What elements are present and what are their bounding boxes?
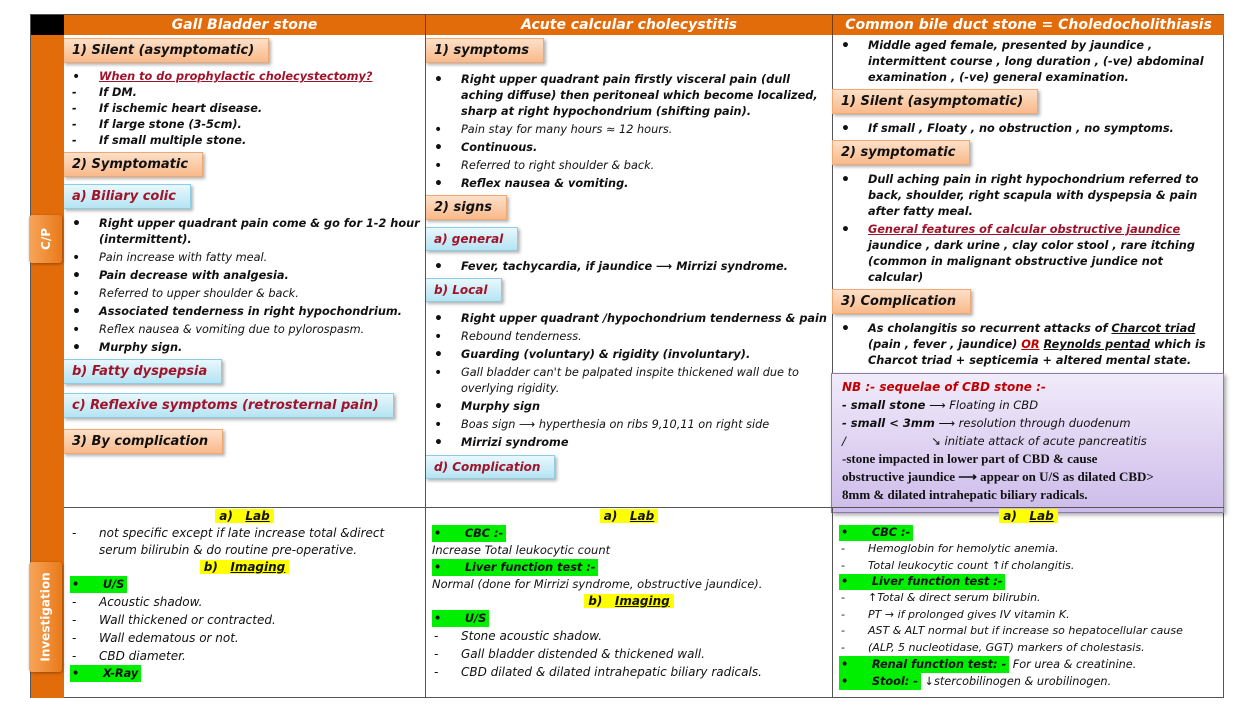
section-heading: 2) symptomatic bbox=[832, 140, 970, 165]
renal-highlight: • Renal function test: - bbox=[839, 656, 1009, 673]
section-heading: 3) By complication bbox=[64, 429, 223, 454]
list-item: - Gall bladder distended & thickened wall. bbox=[432, 645, 828, 663]
list-item: - If DM. bbox=[70, 85, 421, 101]
list-item bbox=[839, 321, 1220, 369]
lab-label: Lab bbox=[1029, 509, 1054, 523]
subsection-heading: a) general bbox=[426, 227, 518, 251]
section-heading: 1) Silent (asymptomatic) bbox=[64, 38, 269, 63]
list-item: • Murphy sign. bbox=[70, 340, 421, 356]
lab-num: a) bbox=[219, 509, 233, 523]
list-item: • Guarding (voluntary) & rigidity (involuntary). bbox=[432, 347, 828, 363]
row-label-bar bbox=[31, 35, 64, 698]
lab-heading bbox=[833, 508, 1224, 525]
list-item: • Gall bladder can't be palpated inspite thickened wall due to overlying rigidity. bbox=[432, 365, 828, 397]
nb-sequelae-box bbox=[831, 373, 1224, 513]
cbc-heading bbox=[833, 525, 1224, 541]
jaundice-features-line: jaundice , dark urine , clay color stool , rare itching bbox=[868, 239, 1195, 252]
list-item bbox=[839, 222, 1220, 286]
list-item: • Referred to upper shoulder & back. bbox=[70, 286, 421, 302]
row-label-investigation bbox=[29, 562, 62, 672]
complication-list bbox=[833, 321, 1224, 369]
arrow-down-right-icon: ↘ bbox=[931, 434, 941, 448]
cbc-label: CBC :- bbox=[464, 527, 504, 540]
prophylactic-question: When to do prophylactic cholecystectomy? bbox=[99, 70, 373, 83]
subsection-heading: b) Fatty dyspepsia bbox=[64, 359, 222, 384]
nb-floating: Floating in CBD bbox=[949, 398, 1039, 412]
section-heading: 2) signs bbox=[426, 195, 507, 220]
us-list bbox=[64, 593, 425, 665]
lab-label: Lab bbox=[629, 509, 655, 523]
list-item: - Hemoglobin for hemolytic anemia. bbox=[839, 541, 1220, 558]
acute-cholecystitis-investigation-cell bbox=[426, 507, 833, 698]
lft-label: Liver function test :- bbox=[464, 561, 596, 574]
symptomatic-list bbox=[833, 172, 1224, 286]
nb-small-stone: - small stone bbox=[842, 398, 926, 412]
list-item: - If large stone (3-5cm). bbox=[70, 117, 421, 133]
stool-text: stercobilinogen & urobilinogen. bbox=[933, 675, 1112, 688]
arrow-up-icon: ↑ bbox=[991, 558, 1001, 572]
imaging-num: b) bbox=[588, 594, 603, 608]
list-item: • Middle aged female, presented by jaundice , intermittent course , long duration , (-ve) abdominal examination , (-ve) general examination. bbox=[839, 38, 1220, 86]
list-item: • Mirrizi syndrome bbox=[432, 435, 828, 451]
silent-list bbox=[833, 121, 1224, 137]
section-heading: 2) Symptomatic bbox=[64, 152, 203, 177]
subsection-heading: a) Biliary colic bbox=[64, 184, 191, 209]
imaging-label: Imaging bbox=[614, 594, 670, 608]
cbc-highlight: • CBC :- bbox=[432, 525, 506, 542]
charcot-triad: Charcot triad bbox=[1111, 322, 1196, 335]
stool-label: Stool: - bbox=[871, 675, 918, 688]
us-heading bbox=[64, 576, 425, 593]
arrow-split-icon: ⟶ bbox=[938, 416, 956, 430]
nb-resolution: resolution through duodenum bbox=[958, 416, 1131, 430]
tlc-text: Total leukocytic count bbox=[868, 558, 992, 572]
lft-list bbox=[833, 590, 1224, 656]
xray-label: X-Ray bbox=[102, 667, 139, 680]
arrow-right-icon: ⟶ bbox=[519, 418, 536, 431]
lft-result: Normal (done for Mirrizi syndrome, obstructive jaundice). bbox=[432, 577, 763, 591]
pt-label: PT bbox=[868, 607, 882, 621]
header-acute-cholecystitis: Acute calcular cholecystitis bbox=[426, 15, 833, 35]
arrow-up-icon: ↑ bbox=[868, 591, 878, 604]
nb-pancreatitis: initiate attack of acute pancreatitis bbox=[944, 434, 1147, 448]
lft-bilirubin: Total & direct serum bilirubin. bbox=[877, 591, 1041, 604]
gb-stone-investigation-cell bbox=[64, 507, 426, 698]
cbd-stone-cp-cell bbox=[833, 35, 1224, 507]
section-heading: 1) Silent (asymptomatic) bbox=[832, 89, 1038, 114]
general-sign-text: Fever, tachycardia, if jaundice bbox=[461, 260, 653, 273]
list-item: - Wall edematous or not. bbox=[70, 629, 421, 647]
nb-obstructive: obstructive jaundice bbox=[842, 469, 956, 484]
list-item: • Reflex nausea & vomiting due to pylorospasm. bbox=[70, 322, 421, 338]
lab-num: a) bbox=[1003, 509, 1017, 523]
table-corner bbox=[31, 15, 64, 35]
subsection-heading: c) Reflexive symptoms (retrosternal pain) bbox=[64, 393, 394, 418]
lft-label: Liver function test :- bbox=[871, 575, 1003, 588]
cbc-heading bbox=[426, 525, 832, 542]
us-highlight: • U/S bbox=[432, 610, 489, 627]
lft-heading bbox=[426, 559, 832, 576]
nb-dilated: 8mm & dilated intrahepatic biliary radicals. bbox=[842, 487, 1088, 502]
header-cbd-stone: Common bile duct stone = Choledocholithiasis bbox=[833, 15, 1224, 35]
general-signs-list bbox=[426, 259, 832, 275]
xray-highlight: • X-Ray bbox=[70, 665, 141, 682]
list-item bbox=[839, 558, 1220, 575]
list-item: - (ALP, 5 nucleotidase, GGT) markers of cholestasis. bbox=[839, 640, 1220, 657]
us-list bbox=[426, 627, 832, 681]
jaundice-features-title: General features of calcular obstructive jaundice bbox=[868, 223, 1181, 236]
list-item: • Dull aching pain in right hypochondrium referred to back, shoulder, right scapula with dyspepsia & pain after fatty meal. bbox=[839, 172, 1220, 220]
pt-text: if prolonged gives IV vitamin K. bbox=[894, 607, 1070, 621]
cbc-highlight: • CBC :- bbox=[839, 525, 913, 541]
list-item: • Associated tenderness in right hypochondrium. bbox=[70, 304, 421, 320]
lft-highlight: • Liver function test :- bbox=[839, 574, 1005, 590]
tlc-condition: if cholangitis. bbox=[1000, 558, 1075, 572]
list-item: - Stone acoustic shadow. bbox=[432, 627, 828, 645]
general-sign-result: Mirrizi syndrome. bbox=[676, 260, 788, 273]
list-item: • Pain increase with fatty meal. bbox=[70, 250, 421, 266]
header-gall-bladder-stone: Gall Bladder stone bbox=[64, 15, 426, 35]
complication-text: As cholangitis so recurrent attacks of bbox=[868, 322, 1112, 335]
row-label-cp bbox=[29, 215, 62, 263]
jaundice-features-note: (common in malignant obstructive jundice not calcular) bbox=[868, 255, 1163, 284]
lab-num: a) bbox=[603, 509, 618, 523]
cbc-result: Increase Total leukocytic count bbox=[432, 543, 611, 557]
acute-cholecystitis-cp-cell bbox=[426, 35, 833, 507]
list-item bbox=[70, 69, 421, 85]
subsection-heading: d) Complication bbox=[426, 455, 555, 479]
list-item: - not specific except if late increase total &direct serum bilirubin & do routine pre-operative. bbox=[70, 525, 421, 559]
list-item: • Referred to right shoulder & back. bbox=[432, 158, 828, 174]
prophylactic-list bbox=[64, 69, 425, 149]
list-item: • Pain decrease with analgesia. bbox=[70, 268, 421, 284]
nb-slash: / bbox=[842, 434, 846, 448]
row-label-cp-text: C/P bbox=[38, 228, 53, 250]
list-item bbox=[839, 607, 1220, 624]
list-item: • Right upper quadrant pain firstly visceral pain (dull aching diffuse) then peritoneal which become localized, sharp at right hypochondrium (shifting pain). bbox=[432, 72, 828, 120]
nb-impacted: -stone impacted in lower part of CBD & cause bbox=[842, 451, 1098, 466]
list-item: - If small multiple stone. bbox=[70, 133, 421, 149]
list-item: • Right upper quadrant pain come & go for 1-2 hour (intermittent). bbox=[70, 216, 421, 248]
arrow-down-icon: ↓ bbox=[924, 675, 934, 688]
list-item bbox=[432, 417, 828, 433]
list-item: • Continuous. bbox=[432, 140, 828, 156]
cbc-list bbox=[833, 541, 1224, 574]
nb-small-3mm: - small < 3mm bbox=[842, 416, 935, 430]
cbc-label: CBC :- bbox=[871, 526, 911, 539]
biliary-colic-list bbox=[64, 216, 425, 356]
renal-heading bbox=[833, 656, 1224, 673]
lab-heading bbox=[426, 508, 832, 525]
imaging-heading bbox=[64, 559, 425, 576]
gb-stone-cp-cell bbox=[64, 35, 426, 507]
comparison-table bbox=[30, 14, 1224, 698]
lft-heading bbox=[833, 574, 1224, 590]
list-item: • Murphy sign bbox=[432, 399, 828, 415]
list-item: • If small , Floaty , no obstruction , no symptoms. bbox=[839, 121, 1220, 137]
list-item: - Acoustic shadow. bbox=[70, 593, 421, 611]
list-item: • Right upper quadrant /hypochondrium tenderness & pain bbox=[432, 311, 828, 327]
stool-highlight: • Stool: - bbox=[839, 673, 921, 690]
section-heading: 1) symptoms bbox=[426, 38, 544, 63]
us-heading bbox=[426, 610, 832, 627]
arrow-right-icon: ⟶ bbox=[958, 469, 977, 484]
list-item: - Wall thickened or contracted. bbox=[70, 611, 421, 629]
nb-appear: appear on U/S as dilated CBD> bbox=[980, 469, 1154, 484]
arrow-right-icon: → bbox=[884, 607, 895, 621]
lft-highlight: • Liver function test :- bbox=[432, 559, 598, 576]
stool-heading bbox=[833, 673, 1224, 690]
section-heading: 3) Complication bbox=[832, 289, 971, 314]
imaging-label: Imaging bbox=[230, 560, 286, 574]
boas-description: hyperthesia on ribs 9,10,11 on right side bbox=[538, 418, 770, 431]
list-item: • Reflex nausea & vomiting. bbox=[432, 176, 828, 192]
lab-heading bbox=[64, 508, 425, 525]
renal-label: Renal function test: - bbox=[871, 658, 1007, 671]
subsection-heading: b) Local bbox=[426, 278, 502, 302]
arrow-right-icon: ⟶ bbox=[929, 398, 946, 412]
local-signs-list bbox=[426, 311, 832, 451]
xray-heading bbox=[64, 665, 425, 682]
list-item: • Pain stay for many hours ≈ 12 hours. bbox=[432, 122, 828, 138]
intro-list bbox=[833, 38, 1224, 86]
list-item bbox=[839, 590, 1220, 607]
imaging-num: b) bbox=[203, 560, 218, 574]
list-item: - AST & ALT normal but if increase so hepatocellular cause bbox=[839, 623, 1220, 640]
nb-title: NB :- sequelae of CBD stone :- bbox=[842, 380, 1046, 394]
symptoms-list bbox=[426, 72, 832, 192]
or-text: OR bbox=[1021, 338, 1040, 351]
imaging-heading bbox=[426, 593, 832, 610]
list-item: - CBD diameter. bbox=[70, 647, 421, 665]
list-item bbox=[432, 259, 828, 275]
complication-text: (pain , fever , jaundice) bbox=[868, 338, 1022, 351]
us-label: U/S bbox=[102, 578, 125, 591]
lab-label: Lab bbox=[245, 509, 270, 523]
list-item: • Rebound tenderness. bbox=[432, 329, 828, 345]
arrow-right-icon: ⟶ bbox=[656, 260, 673, 273]
cbd-stone-investigation-cell bbox=[833, 507, 1224, 698]
boas-sign: Boas sign bbox=[461, 418, 516, 431]
complication-text: which is Charcot triad + septicemia + altered mental state. bbox=[868, 338, 1206, 367]
us-label: U/S bbox=[464, 612, 487, 625]
list-item: - If ischemic heart disease. bbox=[70, 101, 421, 117]
lab-list bbox=[64, 525, 425, 559]
list-item: - CBD dilated & dilated intrahepatic biliary radicals. bbox=[432, 663, 828, 681]
row-label-investigation-text: Investigation bbox=[38, 572, 53, 662]
reynolds-pentad: Reynolds pentad bbox=[1043, 338, 1151, 351]
renal-text: For urea & creatinine. bbox=[1009, 658, 1137, 671]
us-highlight: • U/S bbox=[70, 576, 127, 593]
